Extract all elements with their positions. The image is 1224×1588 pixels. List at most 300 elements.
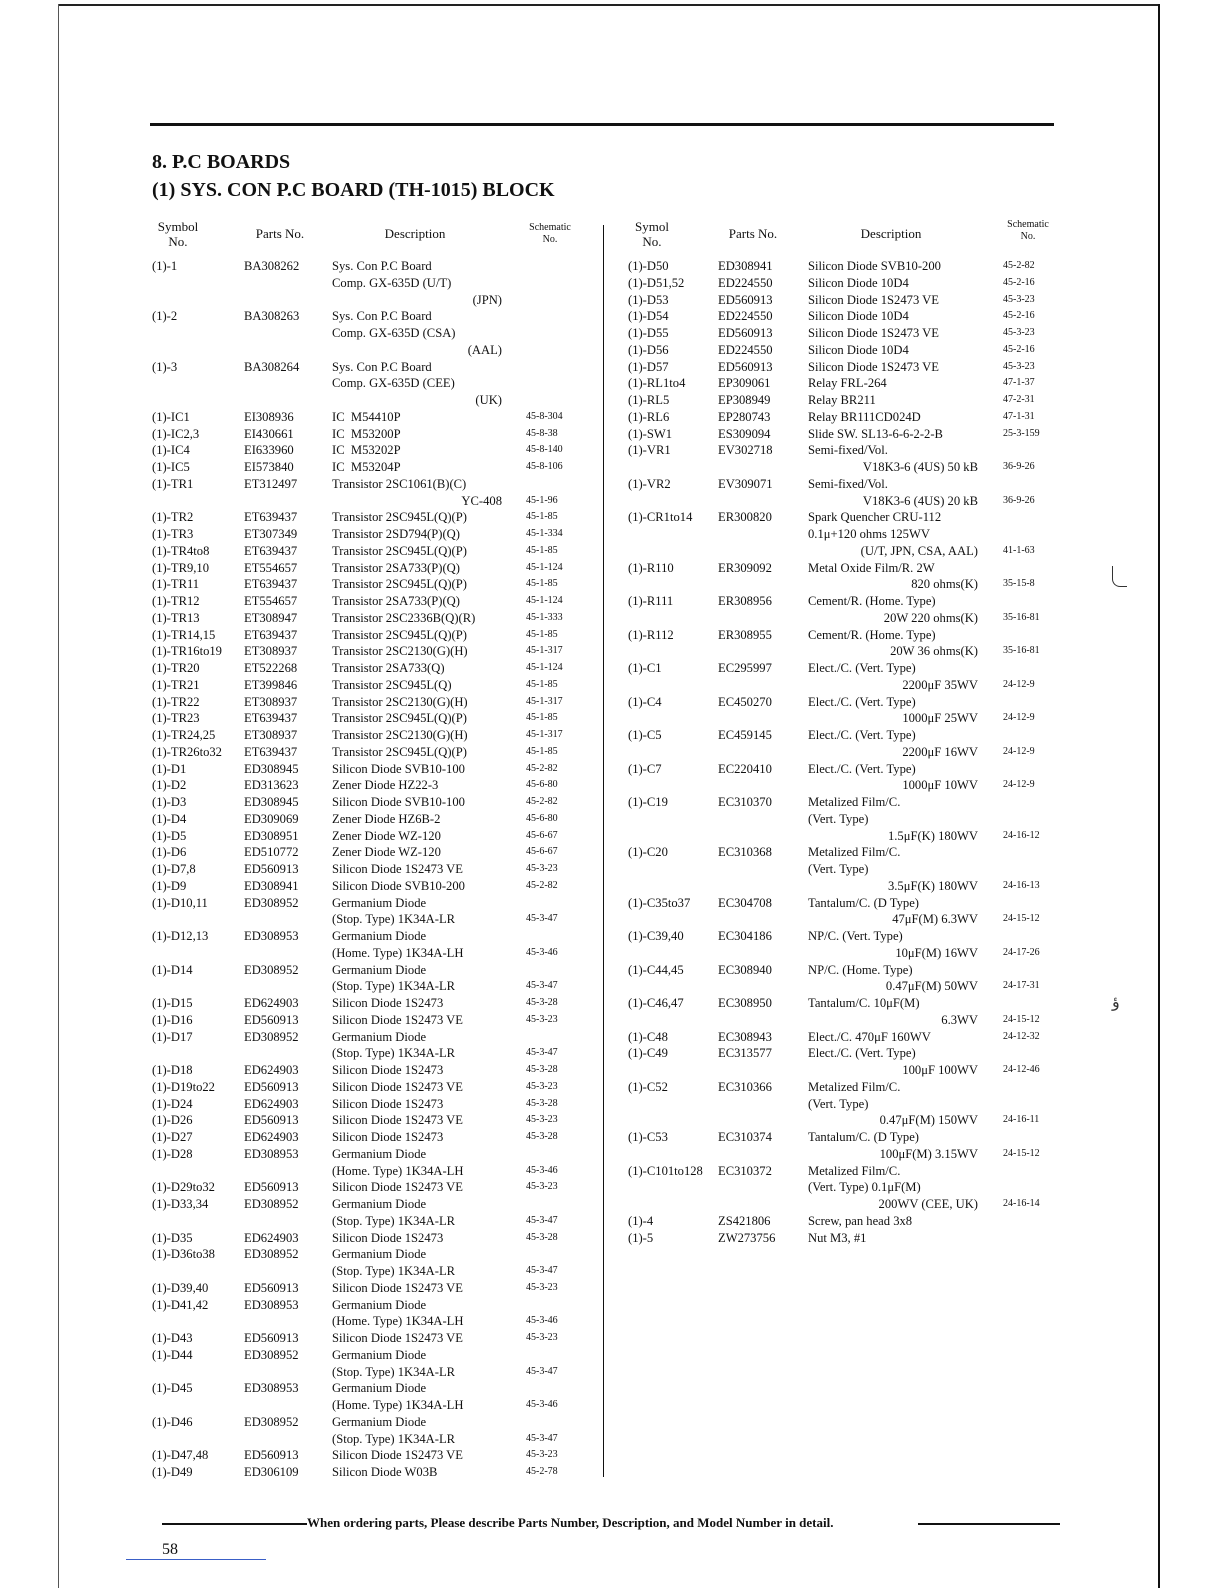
- part-symbol: (1)-D1: [152, 761, 187, 776]
- schematic-number: 24-12-9: [1003, 678, 1035, 690]
- schematic-number: 45-3-47: [526, 913, 558, 925]
- part-description: (Stop. Type) 1K34A-LR: [332, 1431, 456, 1446]
- part-description: Transistor 2SC2130(G)(H): [332, 728, 468, 742]
- part-symbol: (1)-D46: [152, 1414, 193, 1429]
- part-description: 200WV (CEE, UK): [878, 1197, 978, 1211]
- part-description: Silicon Diode 1S2473 VE: [808, 359, 939, 374]
- part-description: Silicon Diode 1S2473 VE: [332, 1180, 463, 1195]
- schematic-number: 45-3-47: [526, 1365, 558, 1377]
- part-description: (JPN): [472, 292, 502, 307]
- page-number: 58: [162, 1541, 178, 1558]
- part-description: Elect./C. (Vert. Type): [808, 761, 916, 776]
- part-symbol: (1)-D50: [628, 259, 669, 273]
- part-number: ED624903: [244, 1230, 299, 1245]
- right-header-description: Description: [860, 226, 922, 241]
- part-description: Comp. GX-635D (CSA): [332, 326, 456, 340]
- schematic-number: 45-2-82: [526, 796, 558, 807]
- schematic-number: 45-1-317: [526, 729, 563, 740]
- schematic-number: 45-3-46: [526, 1399, 558, 1410]
- schematic-number: 45-1-85: [526, 511, 558, 523]
- schematic-number: 24-16-12: [1003, 829, 1040, 841]
- schematic-number: 24-15-12: [1003, 1147, 1040, 1159]
- part-description: 6.3WV: [941, 1012, 978, 1027]
- part-symbol: (1)-D9: [152, 878, 187, 893]
- part-description: Metalized Film/C.: [808, 1163, 901, 1178]
- part-number: ER300820: [718, 510, 772, 525]
- schematic-number: 45-3-23: [526, 1332, 558, 1343]
- part-number: ED308953: [244, 1297, 299, 1312]
- part-description: Metal Oxide Film/R. 2W: [808, 560, 935, 575]
- schematic-number: 45-1-124: [526, 561, 563, 573]
- part-number: ED308953: [244, 1381, 299, 1396]
- part-description: Metalized Film/C.: [808, 845, 901, 860]
- part-symbol: (1)-D10,11: [152, 895, 208, 910]
- part-symbol: (1)-RL6: [628, 409, 670, 424]
- right-header-schematic: Schematic No.: [1007, 219, 1049, 242]
- part-description: Germanium Diode: [332, 962, 427, 977]
- part-description: Silicon Diode SVB10-100: [332, 795, 465, 809]
- section-title: 8. P.C BOARDS: [152, 151, 291, 173]
- part-description: Germanium Diode: [332, 929, 427, 943]
- schematic-number: 35-15-8: [1003, 578, 1035, 590]
- schematic-number: 45-8-106: [526, 461, 563, 472]
- part-number: EC308950: [718, 996, 772, 1010]
- part-description: 2200μF 16WV: [902, 744, 978, 759]
- schematic-number: 45-2-16: [1003, 310, 1035, 322]
- schematic-number: 45-3-46: [526, 946, 558, 958]
- part-number: EC295997: [718, 661, 772, 675]
- part-symbol: (1)-D57: [628, 359, 669, 374]
- part-description: Elect./C. (Vert. Type): [808, 661, 916, 675]
- schematic-number: 24-15-12: [1003, 913, 1040, 925]
- page-border-top: [58, 4, 1158, 6]
- left-header-description: Description: [384, 226, 446, 241]
- part-number: ZS421806: [718, 1213, 771, 1228]
- schematic-number: 45-3-23: [1003, 360, 1035, 372]
- schematic-number: 45-3-47: [526, 980, 558, 992]
- part-number: ET639437: [244, 577, 298, 592]
- part-number: ED560913: [244, 1331, 299, 1345]
- part-symbol: (1)-C19: [628, 795, 668, 809]
- part-description: (Home. Type) 1K34A-LH: [332, 1163, 464, 1178]
- part-symbol: (1)-R110: [628, 560, 674, 575]
- part-number: EC310372: [718, 1163, 772, 1178]
- part-description: Semi-fixed/Vol.: [808, 476, 888, 491]
- part-description: V18K3-6 (4US) 50 kB: [862, 460, 978, 474]
- part-number: EC308943: [718, 1029, 772, 1044]
- schematic-number: 45-3-47: [526, 1214, 558, 1226]
- part-number: ED308953: [244, 929, 299, 943]
- part-symbol: (1)-TR23: [152, 711, 200, 726]
- part-symbol: (1)-D28: [152, 1146, 193, 1161]
- part-description: Transistor 2SD794(P)(Q): [332, 527, 460, 541]
- part-symbol: (1)-D47,48: [152, 1448, 209, 1463]
- part-description: Sys. Con P.C Board: [332, 259, 432, 273]
- part-description: Silicon Diode W03B: [332, 1465, 438, 1479]
- part-symbol: (1)-D44: [152, 1347, 193, 1362]
- schematic-number: 45-3-23: [526, 1013, 558, 1025]
- part-description: (Stop. Type) 1K34A-LR: [332, 912, 456, 927]
- part-description: Sys. Con P.C Board: [332, 359, 432, 374]
- part-description: Silicon Diode SVB10-200: [332, 878, 465, 893]
- part-description: Transistor 2SC945L(Q)(P): [332, 627, 467, 642]
- part-description: YC-408: [461, 493, 502, 508]
- left-header-schematic: Schematic No.: [529, 222, 571, 245]
- part-symbol: (1)-D51,52: [628, 275, 685, 290]
- schematic-number: 24-17-31: [1003, 980, 1040, 992]
- part-description: Tantalum/C. (D Type): [808, 1130, 919, 1144]
- part-number: EC310368: [718, 845, 772, 860]
- part-number: ED224550: [718, 342, 773, 357]
- part-number: ED624903: [244, 1130, 299, 1144]
- schematic-number: 24-12-9: [1003, 745, 1035, 757]
- part-number: ED308953: [244, 1146, 299, 1161]
- part-description: Tantalum/C. 10μF(M): [808, 996, 920, 1010]
- schematic-number: 47-2-31: [1003, 394, 1035, 405]
- schematic-number: 47-1-37: [1003, 377, 1035, 389]
- part-number: ED624903: [244, 1063, 299, 1077]
- part-number: ED308945: [244, 761, 299, 776]
- part-number: EP308949: [718, 393, 771, 407]
- part-description: Cement/R. (Home. Type): [808, 594, 936, 608]
- part-number: ED560913: [244, 1012, 299, 1027]
- part-number: EC310374: [718, 1130, 772, 1144]
- part-description: Silicon Diode 1S2473: [332, 1063, 444, 1077]
- part-description: NP/C. (Home. Type): [808, 962, 913, 977]
- part-description: Elect./C. (Vert. Type): [808, 728, 916, 742]
- part-description: Comp. GX-635D (CEE): [332, 376, 455, 391]
- part-description: (Vert. Type): [808, 811, 869, 826]
- part-number: EI308936: [244, 409, 294, 424]
- part-number: ER309092: [718, 560, 772, 575]
- part-number: EP280743: [718, 409, 771, 424]
- part-symbol: (1)-TR2: [152, 510, 194, 525]
- part-number: ED308952: [244, 895, 299, 910]
- part-number: EC310370: [718, 795, 772, 809]
- part-number: ED308952: [244, 1347, 299, 1362]
- part-number: BA308262: [244, 259, 300, 273]
- part-symbol: (1)-TR20: [152, 661, 200, 675]
- part-description: Germanium Diode: [332, 1347, 427, 1362]
- part-description: Silicon Diode 1S2473: [332, 1096, 444, 1111]
- footer-rule-right: [918, 1523, 1060, 1525]
- part-description: Transistor 2SC945L(Q)(P): [332, 711, 467, 726]
- schematic-number: 45-3-28: [526, 997, 558, 1008]
- part-description: Germanium Diode: [332, 1146, 427, 1161]
- part-number: ED560913: [244, 862, 299, 876]
- schematic-number: 45-6-67: [526, 829, 558, 841]
- part-description: Germanium Diode: [332, 1029, 427, 1044]
- part-symbol: (1)-TR22: [152, 694, 200, 709]
- part-number: ED560913: [244, 1079, 299, 1094]
- part-description: (Vert. Type) 0.1μF(M): [808, 1180, 921, 1195]
- part-description: Germanium Diode: [332, 1197, 427, 1211]
- part-symbol: (1)-D55: [628, 326, 669, 340]
- part-number: EC459145: [718, 728, 772, 742]
- part-number: ET312497: [244, 476, 298, 491]
- page-border-right: [1158, 4, 1160, 1588]
- part-description: Silicon Diode 1S2473 VE: [332, 1280, 463, 1295]
- schematic-number: 45-3-28: [526, 1097, 558, 1109]
- part-description: Metalized Film/C.: [808, 1079, 901, 1094]
- part-number: ET308937: [244, 728, 298, 742]
- part-description: Transistor 2SC2130(G)(H): [332, 644, 468, 659]
- part-description: V18K3-6 (4US) 20 kB: [862, 493, 978, 508]
- part-description: Germanium Diode: [332, 1381, 427, 1396]
- part-symbol: (1)-C49: [628, 1046, 668, 1061]
- part-symbol: (1)-TR13: [152, 610, 200, 625]
- part-symbol: (1)-D29to32: [152, 1180, 215, 1195]
- part-description: 10μF(M) 16WV: [895, 945, 978, 960]
- part-number: ET308947: [244, 610, 298, 625]
- schematic-number: 45-6-67: [526, 846, 558, 858]
- part-symbol: (1)-D5: [152, 828, 187, 843]
- part-description: Silicon Diode 10D4: [808, 342, 909, 357]
- part-description: 20W 220 ohms(K): [883, 610, 978, 625]
- part-number: EC450270: [718, 694, 772, 709]
- part-symbol: (1)-RL5: [628, 393, 670, 407]
- schematic-number: 45-1-85: [526, 678, 558, 690]
- part-symbol: (1)-D19to22: [152, 1079, 215, 1094]
- part-description: 1000μF 10WV: [902, 778, 978, 793]
- part-symbol: (1)-C53: [628, 1130, 668, 1144]
- part-number: ED624903: [244, 996, 299, 1010]
- part-symbol: (1)-IC2,3: [152, 426, 200, 441]
- part-symbol: (1)-5: [628, 1230, 654, 1245]
- part-symbol: (1)-TR12: [152, 594, 200, 608]
- page-link-underline: [126, 1559, 266, 1560]
- part-symbol: (1)-IC4: [152, 443, 190, 458]
- part-number: EC220410: [718, 761, 772, 776]
- schematic-number: 24-12-9: [1003, 712, 1035, 724]
- part-description: Silicon Diode 10D4: [808, 309, 909, 324]
- part-description: 820 ohms(K): [911, 577, 978, 592]
- part-description: Elect./C. (Vert. Type): [808, 1046, 916, 1061]
- part-number: EP309061: [718, 376, 771, 391]
- footer-rule-left: [162, 1523, 307, 1525]
- part-symbol: (1)-D6: [152, 845, 187, 860]
- part-description: Transistor 2SA733(Q): [332, 661, 445, 675]
- schematic-number: 45-1-96: [526, 494, 558, 506]
- part-description: Silicon Diode 1S2473: [332, 1230, 444, 1245]
- part-description: IC M54410P: [332, 409, 401, 424]
- part-description: 100μF 100WV: [902, 1063, 978, 1077]
- part-description: Transistor 2SC945L(Q)(P): [332, 744, 467, 759]
- schematic-number: 36-9-26: [1003, 494, 1035, 506]
- part-description: IC M53204P: [332, 460, 401, 474]
- part-description: 1000μF 25WV: [902, 711, 978, 726]
- part-description: 0.47μF(M) 50WV: [885, 979, 978, 994]
- schematic-number: 45-8-140: [526, 444, 563, 456]
- schematic-number: 25-3-159: [1003, 427, 1040, 439]
- part-number: EV302718: [718, 443, 773, 458]
- part-number: ED308941: [244, 878, 299, 893]
- part-description: Transistor 2SA733(P)(Q): [332, 560, 460, 575]
- part-symbol: (1)-SW1: [628, 426, 673, 441]
- part-symbol: (1)-R111: [628, 594, 674, 608]
- schematic-number: 45-2-82: [526, 762, 558, 774]
- part-number: EI573840: [244, 460, 294, 474]
- part-symbol: (1)-RL1to4: [628, 376, 686, 391]
- part-description: Germanium Diode: [332, 895, 427, 910]
- part-number: ED560913: [718, 292, 773, 307]
- part-number: ED308952: [244, 1029, 299, 1044]
- part-description: Silicon Diode 1S2473 VE: [332, 862, 463, 876]
- part-symbol: (1)-TR14,15: [152, 627, 216, 642]
- part-description: 0.47μF(M) 150WV: [879, 1113, 978, 1128]
- part-number: EC304186: [718, 929, 772, 943]
- part-symbol: (1)-TR3: [152, 527, 194, 541]
- column-divider: [603, 225, 604, 1477]
- part-description: Relay FRL-264: [808, 376, 887, 391]
- schematic-number: 45-3-46: [526, 1164, 558, 1176]
- part-symbol: (1)-C7: [628, 761, 662, 776]
- part-number: ET554657: [244, 560, 298, 575]
- part-description: Screw, pan head 3x8: [808, 1213, 913, 1228]
- part-symbol: (1)-C1: [628, 661, 662, 675]
- margin-scribble: ؤ: [1112, 994, 1120, 1011]
- schematic-number: 45-3-47: [526, 1265, 558, 1276]
- part-description: Semi-fixed/Vol.: [808, 443, 888, 458]
- part-symbol: (1)-D17: [152, 1029, 193, 1044]
- part-number: ED308952: [244, 1414, 299, 1429]
- part-symbol: (1)-D45: [152, 1381, 193, 1396]
- part-description: Relay BR111CD024D: [808, 409, 921, 424]
- schematic-number: 45-8-304: [526, 410, 563, 422]
- schematic-number: 45-1-85: [526, 712, 558, 724]
- part-description: (Stop. Type) 1K34A-LR: [332, 1264, 456, 1278]
- part-number: ED560913: [718, 326, 773, 340]
- part-symbol: (1)-TR21: [152, 677, 200, 692]
- part-number: ED560913: [244, 1180, 299, 1195]
- schematic-number: 45-3-47: [526, 1432, 558, 1444]
- part-symbol: (1)-TR9,10: [152, 560, 210, 575]
- part-number: ED560913: [718, 359, 773, 374]
- part-symbol: (1)-TR4to8: [152, 543, 210, 558]
- schematic-number: 45-3-46: [526, 1315, 558, 1327]
- schematic-number: 45-3-28: [526, 1064, 558, 1075]
- part-symbol: (1)-D26: [152, 1113, 193, 1128]
- schematic-number: 45-3-23: [526, 1080, 558, 1092]
- part-description: Silicon Diode 1S2473: [332, 996, 444, 1010]
- part-symbol: (1)-CR1to14: [628, 510, 693, 525]
- part-number: ED306109: [244, 1465, 299, 1479]
- part-symbol: (1)-TR11: [152, 577, 200, 592]
- part-description: Tantalum/C. (D Type): [808, 895, 919, 910]
- part-description: Germanium Diode: [332, 1297, 427, 1312]
- part-number: EC313577: [718, 1046, 772, 1061]
- part-number: ET399846: [244, 677, 298, 692]
- part-description: Transistor 2SC945L(Q)(P): [332, 543, 467, 558]
- part-symbol: (1)-D2: [152, 778, 187, 793]
- part-number: ZW273756: [718, 1230, 776, 1245]
- schematic-number: 45-1-85: [526, 578, 558, 590]
- part-description: 100μF(M) 3.15WV: [879, 1146, 978, 1161]
- part-number: EC304708: [718, 895, 772, 910]
- part-description: 0.1μ+120 ohms 125WV: [808, 527, 930, 541]
- part-number: ED624903: [244, 1096, 299, 1111]
- schematic-number: 45-3-23: [526, 863, 558, 874]
- part-number: ED560913: [244, 1448, 299, 1463]
- part-symbol: (1)-D41,42: [152, 1297, 209, 1312]
- part-description: Silicon Diode 1S2473 VE: [808, 326, 939, 340]
- part-symbol: (1)-D16: [152, 1012, 193, 1027]
- part-description: 1.5μF(K) 180WV: [887, 828, 978, 843]
- part-number: EI430661: [244, 426, 294, 441]
- schematic-number: 36-9-26: [1003, 461, 1035, 472]
- part-symbol: (1)-D56: [628, 342, 669, 357]
- schematic-number: 24-15-12: [1003, 1013, 1040, 1025]
- part-symbol: (1)-VR1: [628, 443, 671, 458]
- part-description: Silicon Diode 1S2473 VE: [808, 292, 939, 307]
- part-description: 3.5μF(K) 180WV: [887, 878, 978, 893]
- part-number: ET554657: [244, 594, 298, 608]
- part-symbol: (1)-C44,45: [628, 962, 684, 977]
- part-description: 2200μF 35WV: [902, 677, 978, 692]
- part-description: Zener Diode HZ6B-2: [332, 811, 441, 826]
- schematic-number: 35-16-81: [1003, 645, 1040, 657]
- part-symbol: (1)-C4: [628, 694, 662, 709]
- right-header-symbol: Symol No.: [635, 219, 669, 249]
- part-symbol: (1)-D4: [152, 811, 187, 826]
- part-description: Silicon Diode 1S2473 VE: [332, 1113, 463, 1128]
- part-number: ET522268: [244, 661, 298, 675]
- schematic-number: 45-1-317: [526, 645, 563, 657]
- part-description: (U/T, JPN, CSA, AAL): [860, 543, 978, 558]
- part-number: ES309094: [718, 426, 771, 441]
- part-number: ET639437: [244, 510, 298, 525]
- part-number: ED308952: [244, 962, 299, 977]
- part-description: Relay BR211: [808, 393, 876, 407]
- part-description: Sys. Con P.C Board: [332, 309, 432, 324]
- part-description: Cement/R. (Home. Type): [808, 627, 936, 642]
- part-symbol: (1)-TR1: [152, 476, 194, 491]
- part-number: ED224550: [718, 309, 773, 324]
- part-number: EV309071: [718, 476, 773, 491]
- part-symbol: (1)-VR2: [628, 476, 671, 491]
- part-description: Germanium Diode: [332, 1247, 427, 1262]
- part-symbol: (1)-D24: [152, 1096, 193, 1111]
- part-description: Elect./C. 470μF 160WV: [808, 1029, 931, 1044]
- part-description: (Stop. Type) 1K34A-LR: [332, 979, 456, 994]
- part-symbol: (1)-4: [628, 1213, 654, 1228]
- part-description: (Vert. Type): [808, 1096, 869, 1111]
- part-description: (Stop. Type) 1K34A-LR: [332, 1046, 456, 1061]
- schematic-number: 24-12-46: [1003, 1064, 1040, 1075]
- part-number: ET639437: [244, 744, 298, 759]
- part-description: Transistor 2SC945L(Q)(P): [332, 577, 467, 592]
- part-description: Transistor 2SC2130(G)(H): [332, 694, 468, 709]
- part-symbol: (1)-TR26to32: [152, 744, 222, 759]
- part-symbol: (1)-D3: [152, 795, 187, 809]
- part-number: EI633960: [244, 443, 294, 458]
- part-symbol: (1)-C52: [628, 1079, 668, 1094]
- part-symbol: (1)-C48: [628, 1029, 668, 1044]
- schematic-number: 45-1-85: [526, 628, 558, 640]
- part-description: Slide SW. SL13-6-6-2-2-B: [808, 426, 943, 441]
- part-description: Transistor 2SC1061(B)(C): [332, 476, 467, 491]
- part-number: ET639437: [244, 543, 298, 558]
- part-number: ED224550: [718, 275, 773, 290]
- part-symbol: (1)-IC5: [152, 460, 190, 474]
- part-description: Nut M3, #1: [808, 1230, 867, 1245]
- part-description: NP/C. (Vert. Type): [808, 929, 903, 943]
- part-description: Transistor 2SC2336B(Q)(R): [332, 610, 476, 625]
- part-symbol: (1)-D33,34: [152, 1197, 209, 1211]
- schematic-number: 45-1-85: [526, 544, 558, 556]
- schematic-number: 45-3-23: [526, 1281, 558, 1293]
- part-description: Silicon Diode 1S2473 VE: [332, 1448, 463, 1463]
